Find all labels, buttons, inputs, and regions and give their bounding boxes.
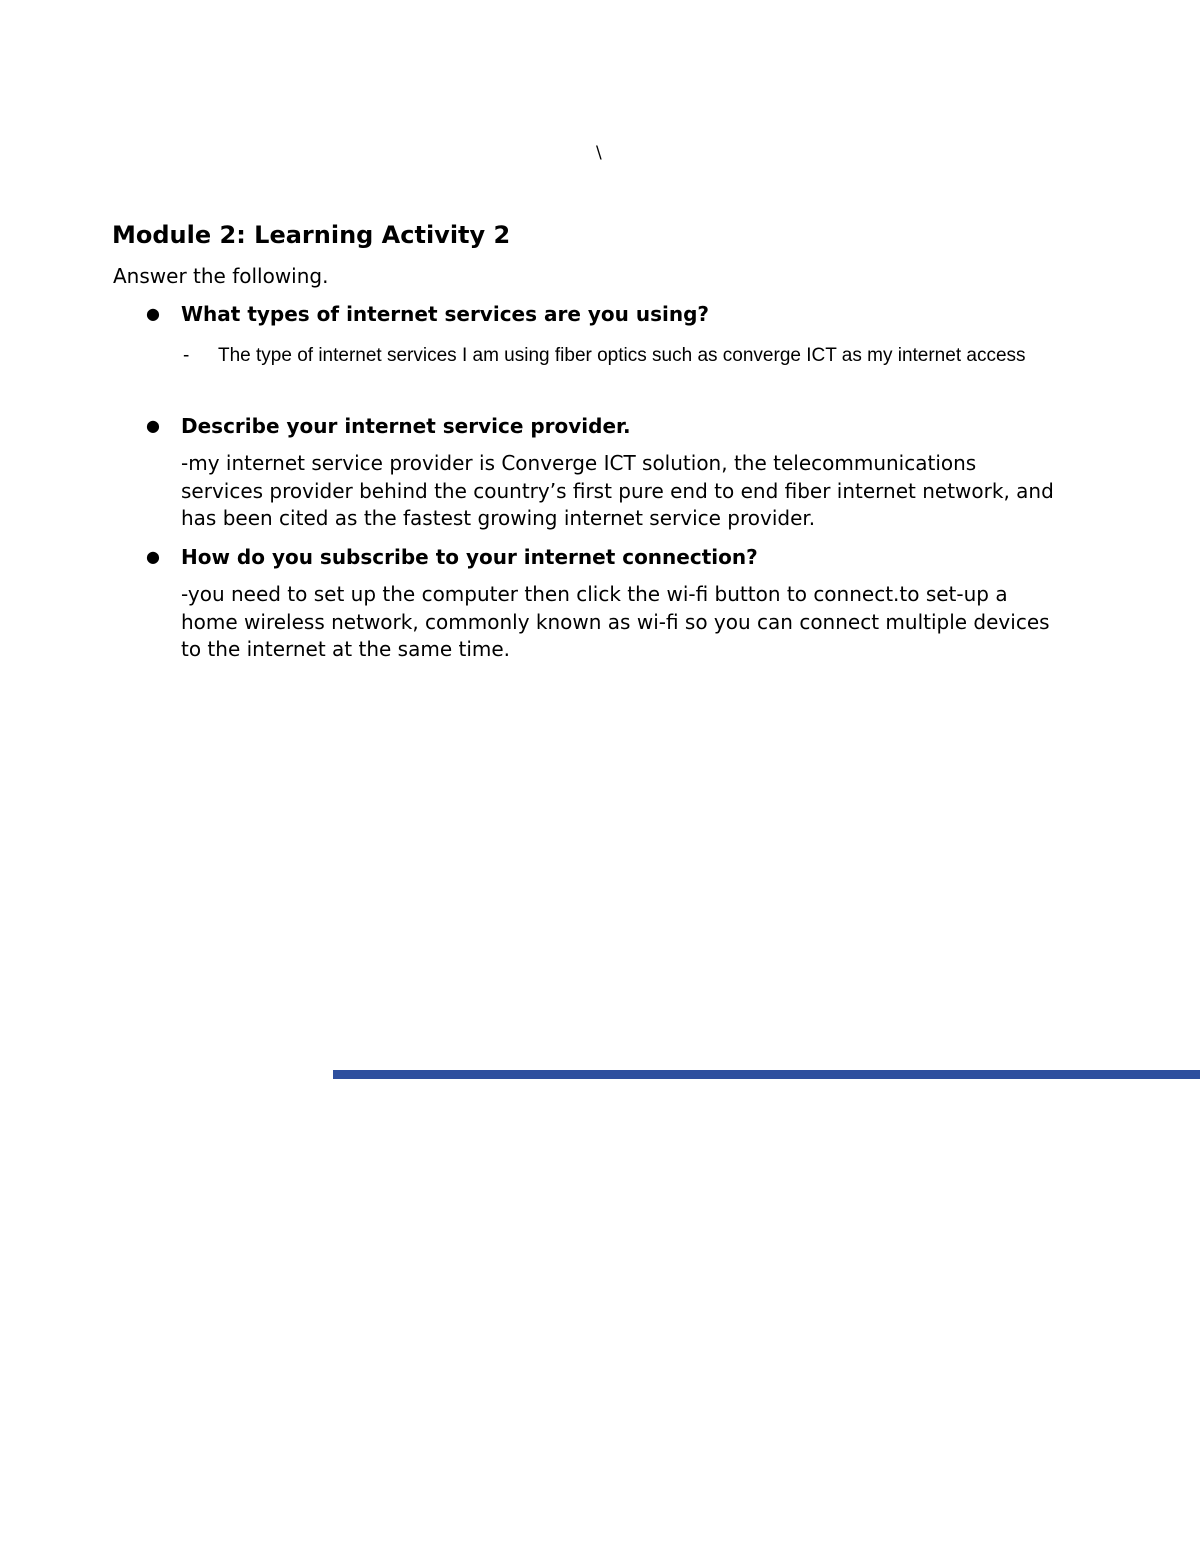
question-3: How do you subscribe to your internet connection?: [181, 545, 758, 569]
bullet-icon: ●: [146, 416, 160, 435]
bullet-icon: ●: [146, 304, 160, 323]
dash-icon: -: [183, 345, 190, 366]
instruction-text: Answer the following.: [113, 264, 329, 288]
question-1: What types of internet services are you using?: [181, 302, 710, 326]
answer-2: -my internet service provider is Converge ICT solution, the telecommunications services provider behind the country’s first pure end to end fiber internet network, and has been cited as the fastest growing internet service provider.: [181, 451, 1054, 530]
footer-accent-rule: [333, 1070, 1200, 1079]
answer-1: The type of internet services I am using fiber optics such as converge ICT as my internet access: [218, 345, 1026, 366]
bullet-icon: ●: [146, 547, 160, 566]
page-title: Module 2: Learning Activity 2: [112, 221, 511, 249]
question-2: Describe your internet service provider.: [181, 414, 631, 438]
answer-3: -you need to set up the computer then click the wi-fi button to connect.to set-up a home wireless network, commonly known as wi-fi so you can connect multiple devices to the internet at the same time.: [181, 582, 1050, 661]
header-mark: \: [596, 143, 602, 163]
